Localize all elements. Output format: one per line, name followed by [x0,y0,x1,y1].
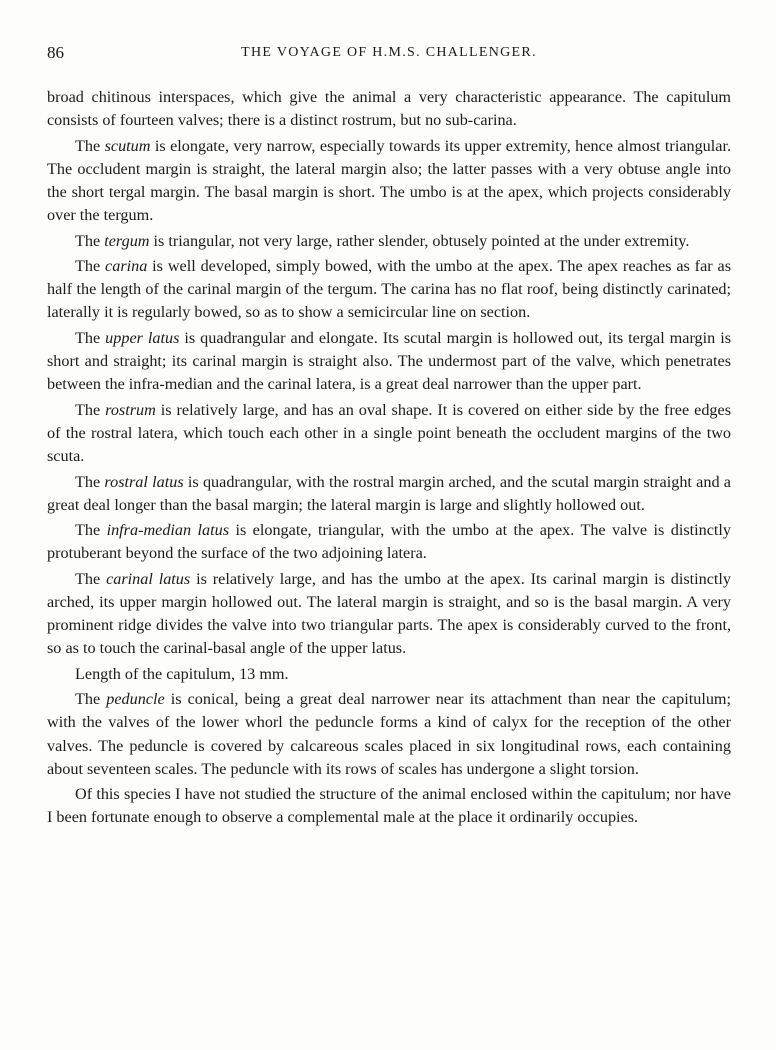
term-scutum: scutum [104,136,151,155]
paragraph-upper-latus: The upper latus is quadrangular and elongate. Its scutal margin is hollowed out, its tergal margin is short and straight; its carinal margin is straight also. The undermost part of the valve, which penetrates between the infra-median and the carinal latera, is a great deal narrower than the upper part. [47,328,732,394]
term-rostral-latus: rostral latus [104,472,184,491]
paragraph-peduncle: The peduncle is conical, being a great deal narrower near its attachment than near the capitulum; with the valves of the lower whorl the peduncle forms a kind of calyx for the reception of the other valves. The peduncle is covered by calcareous scales placed in six longitudinal rows, each containing about seventeen scales. The peduncle with its rows of scales has undergone a slight torsion. [47,690,731,778]
paragraph-scutum: The scutum is elongate, very narrow, especially towards its upper extremity, hence almost triangular. The occludent margin is straight, the lateral margin also; the latter passes with a very obtuse angle into the short tergal margin. The basal margin is short. The umbo is at the apex, which projects considerably over the tergum. [47,136,732,224]
paragraph-closing: Of this species I have not studied the structure of the animal enclosed within the capitulum; nor have I been fortunate enough to observe a complemental male at the place it ordinarily occupies. [47,785,731,827]
paragraph-carinal-latus: The carinal latus is relatively large, and has the umbo at the apex. Its carinal margin is distinctly arched, its upper margin hollowed out. The lateral margin is straight, and so is the basal margin. A very prominent ridge divides the valve into two triangular parts. The apex is considerably curved to the front, so as to touch the carinal-basal angle of the upper latus. [47,569,732,658]
term-peduncle: peduncle [106,690,165,709]
term-infra-median-latus: infra-median latus [106,521,230,540]
term-carinal-latus: carinal latus [106,569,191,588]
page-number: 86 [47,43,64,62]
paragraph-carina: The carina is well developed, simply bowed, with the umbo at the apex. The apex reaches as far as half the length of the carinal margin of the tergum. The carina has no flat roof, being distinctly carinated; laterally it is regularly bowed, so as to show a semicircular line on section. [47,257,732,322]
term-tergum: tergum [104,231,150,250]
body-text [47,86,731,829]
term-upper-latus: upper latus [105,328,180,347]
paragraph-tergum: The tergum is triangular, not very large, rather slender, obtusely pointed at the under extremity. [75,231,690,250]
running-title: THE VOYAGE OF H.M.S. CHALLENGER. [241,45,537,60]
term-rostrum: rostrum [105,400,156,419]
page-header [47,43,731,67]
paragraph-rostrum: The rostrum is relatively large, and has an oval shape. It is covered on either side by the free edges of the rostral latera, which touch each other in a single point beneath the occludent margins of the two scuta. [47,400,731,465]
term-carina: carina [105,257,148,276]
paragraph-continuation: broad chitinous interspaces, which give the animal a very characteristic appearance. The capitulum consists of fourteen valves; there is a distinct rostrum, but no sub-carina. [47,88,731,130]
paragraph-length: Length of the capitulum, 13 mm. [75,664,289,683]
paragraph-infra-median-latus: The infra-median latus is elongate, triangular, with the umbo at the apex. The valve is distinctly protuberant beyond the surface of the two adjoining latera. [47,521,731,563]
paragraph-rostral-latus: The rostral latus is quadrangular, with the rostral margin arched, and the scutal margin straight and a great deal longer than the basal margin; the lateral margin is large and slightly hollowed out. [47,472,731,514]
